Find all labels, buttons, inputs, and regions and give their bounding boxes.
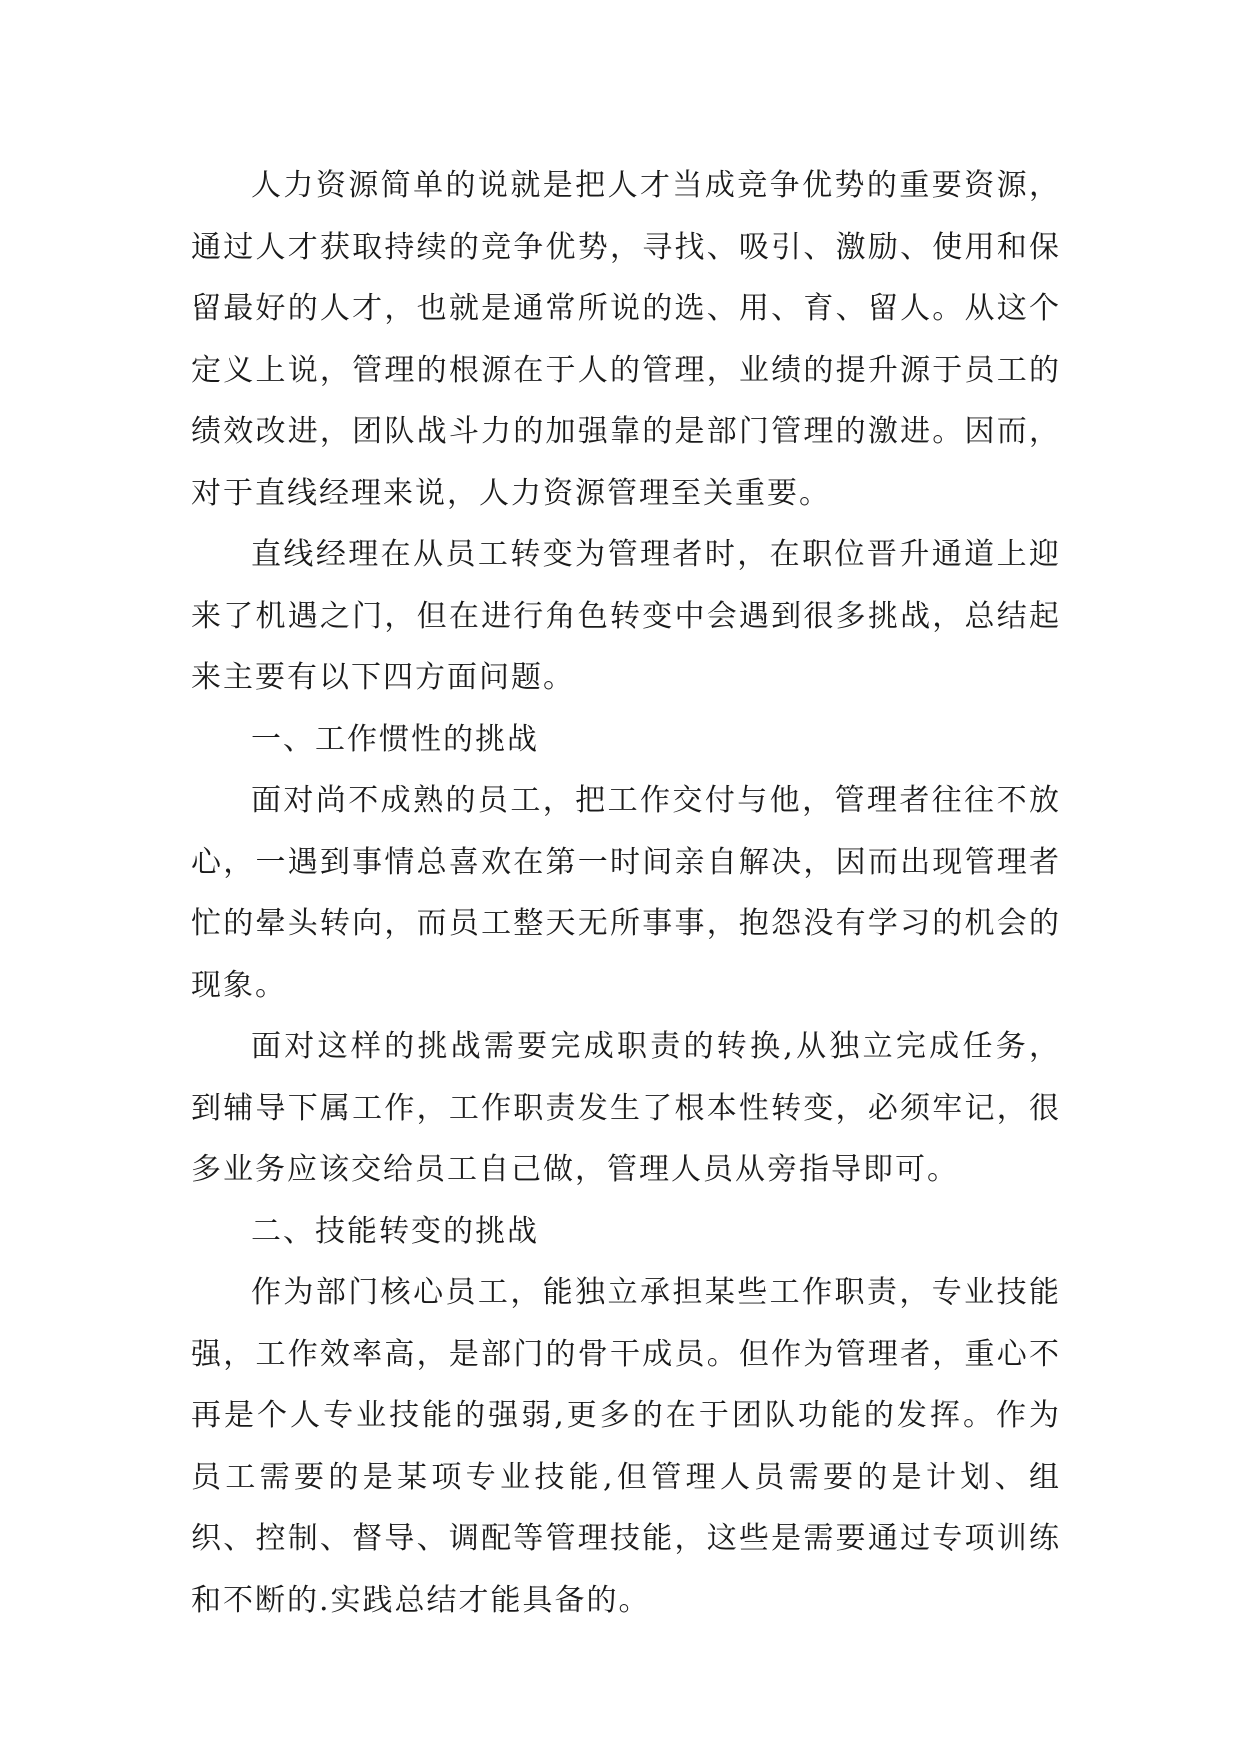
- paragraph-hr-definition: 人力资源简单的说就是把人才当成竞争优势的重要资源，通过人才获取持续的竞争优势，寻找、吸引、激励、使用和保留最好的人才，也就是通常所说的选、用、育、留人。从这个定义上说，管理的根源在于人的管理，业绩的提升源于员工的绩效改进，团队战斗力的加强靠的是部门管理的激进。因而，对于直线经理来说，人力资源管理至关重要。: [191, 168, 1061, 511]
- section-heading-work-inertia: 一、工作惯性的挑战: [251, 721, 539, 757]
- paragraph-work-inertia-solution: 面对这样的挑战需要完成职责的转换,从独立完成任务，到辅导下属工作，工作职责发生了根本性转变，必须牢记，很多业务应该交给员工自己做，管理人员从旁指导即可。: [191, 1029, 1061, 1187]
- paragraph-work-inertia-description: 面对尚不成熟的员工，把工作交付与他，管理者往往不放心，一遇到事情总喜欢在第一时间亲自解决，因而出现管理者忙的晕头转向，而员工整天无所事事，抱怨没有学习的机会的现象。: [191, 783, 1061, 1003]
- paragraph-skill-transition-description: 作为部门核心员工，能独立承担某些工作职责，专业技能强，工作效率高，是部门的骨干成员。但作为管理者，重心不再是个人专业技能的强弱,更多的在于团队功能的发挥。作为员工需要的是某项专业技能,但管理人员需要的是计划、组织、控制、督导、调配等管理技能，这些是需要通过专项训练和不断的.实践总结才能具备的。: [191, 1275, 1061, 1618]
- section-heading-skill-transition: 二、技能转变的挑战: [251, 1213, 539, 1249]
- paragraph-line-manager-challenges: 直线经理在从员工转变为管理者时，在职位晋升通道上迎来了机遇之门，但在进行角色转变中会遇到很多挑战，总结起来主要有以下四方面问题。: [191, 537, 1061, 695]
- document-body: [191, 155, 1061, 1631]
